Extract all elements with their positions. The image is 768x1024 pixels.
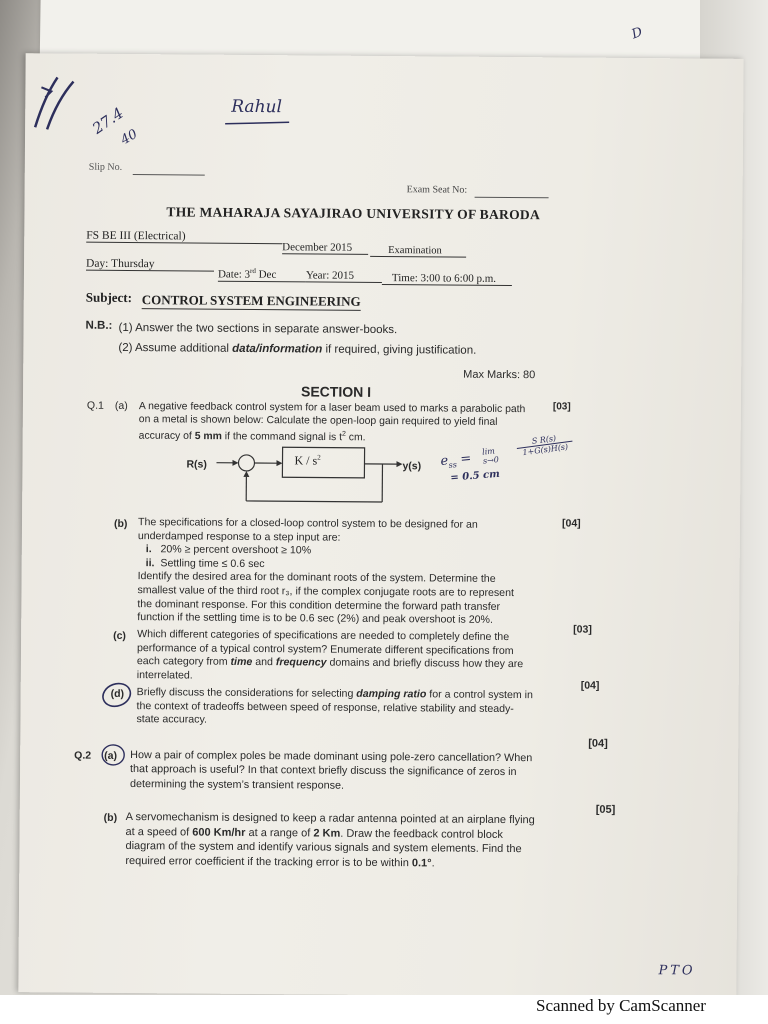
q1c-text: Which different categories of specifications are needed to completely define the performance of a typical control system? Enumerate different specifications from each category from time and frequency domains and briefly discuss how they are interrelated. [136, 628, 524, 682]
q1-number: Q.1 [86, 399, 104, 412]
exam-time: Time: 3:00 to 6:00 p.m. [382, 272, 512, 286]
exam-year: Year: 2015 [306, 269, 382, 283]
q1b-text: The specifications for a closed-loop control system to be designed for an underdamped response to a step input are: i. 20% ≥ percent overshoot ≥ 10% ii. Settling time ≤ 0.6 sec Identify the desired area for the dominant roots of the system. Determine the smallest value of the third root r₃, if the complex conjugate roots are to represent the dominant response. For this condition determine the forward path transfer function if the settling time is to be 0.6 sec (2%) and peak overshoot is 20%. [137, 516, 514, 627]
exam-day: Day: Thursday [86, 258, 214, 272]
university-name: THE MAHARAJA SAYAJIRAO UNIVERSITY OF BARODA [166, 204, 541, 223]
score-bracket-mark [27, 67, 88, 137]
diagram-input-label: R(s) [186, 458, 207, 471]
q1d-text: Briefly discuss the considerations for selecting damping ratio for a control system in the context of tradeoffs between speed of response, relative stability and steady- state accuracy. [136, 686, 533, 726]
handwritten-pto: PTO [658, 963, 696, 979]
course-program: FS BE III (Electrical) [86, 230, 282, 245]
q1d-marks: [04] [580, 679, 600, 692]
exam-date: Date: 3rd Dec [218, 267, 306, 282]
student-name: Rahul [231, 96, 283, 118]
q1a-text: A negative feedback control system for a laser beam used to marks a parabolic path on a metal is shown below: Calculate the open-loop gain required to yield final accuracy of 5 mm if the command signal is $t^2$ cm. [138, 401, 526, 444]
handwritten-limit: lim s→0 [481, 446, 500, 466]
q1a-marks: [03] [552, 401, 571, 413]
handwritten-score: 27.4 [89, 103, 127, 138]
q2b-marks: [05] [595, 803, 616, 816]
slip-number-blank [133, 174, 205, 176]
exam-session: December 2015 [282, 241, 368, 255]
nb-instruction-2: (2) Assume additional data/information if required, giving justification. [118, 341, 477, 357]
max-marks: Max Marks: 80 [463, 368, 536, 382]
diagram-output-label: y(s) [402, 460, 422, 473]
name-underline [223, 119, 293, 128]
section-heading: SECTION I [300, 383, 372, 400]
nb-label: N.B.: [85, 319, 113, 332]
q2a-marks: [04] [588, 737, 608, 750]
q2b-label: (b) [103, 811, 118, 824]
scanner-watermark: Scanned by CamScanner [536, 996, 706, 1015]
handwritten-result: = 0.5 cm [450, 468, 501, 484]
nb-instruction-1: (1) Answer the two sections in separate answer-books. [118, 321, 398, 337]
q2-number: Q.2 [74, 749, 92, 762]
corner-handwritten-mark: D [629, 24, 645, 43]
subject-label: Subject: [85, 289, 133, 306]
exam-type: Examination [370, 245, 466, 258]
exam-paper [18, 53, 743, 995]
q1b-marks: [04] [561, 517, 581, 530]
slip-number-label: Slip No. [88, 161, 123, 173]
subject-value: CONTROL SYSTEM ENGINEERING [141, 292, 361, 309]
exam-seat-blank [475, 197, 549, 199]
exam-seat-label: Exam Seat No: [406, 184, 468, 196]
q2b-text: A servomechanism is designed to keep a radar antenna pointed at an airplane flying at a speed of 600 Km/hr at a range of 2 Km. Draw the feedback control block diagram of the system and identify various signals and system elements. Find the required error coefficient if the tracking error is to be within 0.1°. [125, 811, 535, 870]
q2a-text: How a pair of complex poles be made dominant using pole-zero cancellation? When that approach is useful? In that context briefly discuss the significance of zeros in determining the system’s transient response. [129, 749, 533, 792]
q1a-label: (a) [114, 399, 128, 413]
handwritten-score-total: 40 [118, 126, 141, 149]
handwritten-ess: $e_{ss}$ = [439, 451, 473, 470]
handwritten-fraction: S R(s) 1+G(s)H(s) [516, 432, 574, 458]
q1c-marks: [03] [573, 623, 592, 636]
q2a-label: (a) [104, 749, 118, 762]
plant-block-label: K / $s^2$ [294, 453, 321, 468]
q1c-label: (c) [113, 629, 127, 643]
q1d-label: (d) [110, 687, 125, 700]
q1b-label: (b) [113, 517, 128, 531]
